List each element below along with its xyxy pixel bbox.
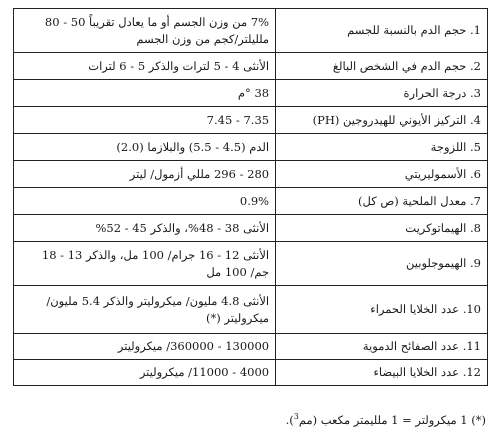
property-name: 2. حجم الدم في الشخص البالغ bbox=[276, 53, 488, 80]
property-value: 7% من وزن الجسم أو ما يعادل تقريباً 50 - 80 ملليلتر/كجم من وزن الجسم bbox=[14, 9, 276, 53]
table-row bbox=[14, 188, 488, 215]
table-row bbox=[14, 360, 488, 386]
table-row bbox=[14, 53, 488, 80]
table-row bbox=[14, 286, 488, 334]
property-name: 10. عدد الخلايا الحمراء bbox=[276, 286, 488, 334]
table-row bbox=[14, 334, 488, 360]
property-value: الأنثى 12 - 16 جرام/ 100 مل، والذكر 13 - 18 جم/ 100 مل bbox=[14, 242, 276, 286]
property-name: 11. عدد الصفائح الدموية bbox=[276, 334, 488, 360]
table-row bbox=[14, 80, 488, 107]
table-row bbox=[14, 242, 488, 286]
table-row bbox=[14, 107, 488, 134]
property-value: 38 °م bbox=[14, 80, 276, 107]
property-value: 0.9% bbox=[14, 188, 276, 215]
property-name: 1. حجم الدم بالنسبة للجسم bbox=[276, 9, 488, 53]
property-name: 3. درجة الحرارة bbox=[276, 80, 488, 107]
property-name: 4. التركيز الأيوني للهيدروجين (PH) bbox=[276, 107, 488, 134]
property-value: 4000 - 11000/ ميكروليتر bbox=[14, 360, 276, 386]
table-row bbox=[14, 161, 488, 188]
property-value: الأنثى 4.8 مليون/ ميكروليتر والذكر 5.4 مليون/ ميكروليتر (*) bbox=[14, 286, 276, 334]
table-row bbox=[14, 134, 488, 161]
blood-properties-table bbox=[13, 8, 488, 386]
property-value: الأنثى 4 - 5 لترات والذكر 5 - 6 لترات bbox=[14, 53, 276, 80]
table-row bbox=[14, 9, 488, 53]
property-name: 7. معدل الملحية (ص كل) bbox=[276, 188, 488, 215]
property-value: 7.35 - 7.45 bbox=[14, 107, 276, 134]
property-name: 8. الهيماتوكريت bbox=[276, 215, 488, 242]
property-value: 130000 - 360000/ ميكروليتر bbox=[14, 334, 276, 360]
property-name: 12. عدد الخلايا البيضاء bbox=[276, 360, 488, 386]
property-value: 280 - 296 مللي أزمول/ ليتر bbox=[14, 161, 276, 188]
property-name: 6. الأسموليريتي bbox=[276, 161, 488, 188]
property-name: 9. الهيموجلوبين bbox=[276, 242, 488, 286]
table-row bbox=[14, 215, 488, 242]
property-value: الدم (4.5 - 5.5) والبلازما (2.0) bbox=[14, 134, 276, 161]
footnote-text: (*) 1 ميكرولتر = 1 ملليمتر مكعب (مم bbox=[298, 412, 486, 427]
property-value: الأنثى 38 - 48%، والذكر 45 - 52% bbox=[14, 215, 276, 242]
footnote bbox=[286, 412, 486, 427]
property-name: 5. اللزوجة bbox=[276, 134, 488, 161]
footnote-superscript: 3 bbox=[293, 412, 299, 421]
footnote-closing: ). bbox=[285, 412, 294, 427]
